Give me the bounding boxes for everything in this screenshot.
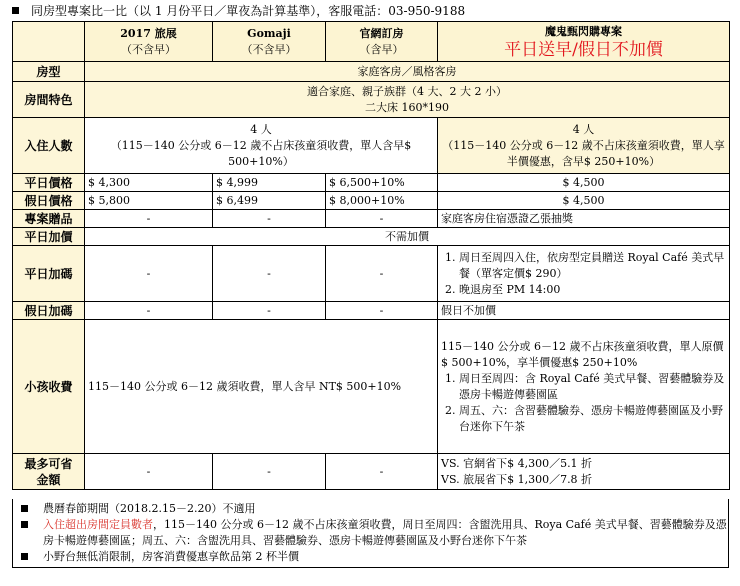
- header-official: [326, 22, 438, 62]
- gift-gomaji: -: [213, 210, 326, 228]
- holiday-price-flash: $ 4,500: [438, 192, 730, 210]
- label-savings-line2: 金額: [36, 472, 61, 487]
- bullet-square-icon: [12, 7, 19, 14]
- holiday-bonus-official: -: [326, 302, 438, 320]
- label-holiday-bonus: 假日加碼: [13, 302, 85, 320]
- occupancy-right-count: 4 人: [572, 122, 595, 136]
- header-gomaji-line2: （不含早）: [241, 42, 297, 56]
- holiday-bonus-flash: 假日不加價: [438, 302, 730, 320]
- header-official-line1: 官網訂房: [359, 26, 404, 40]
- bullet-square-icon: [21, 553, 28, 560]
- weekday-bonus-expo: -: [85, 246, 213, 302]
- note-text: ，115－140 公分或 6－12 歲不占床孩童須收費，周日至周四：含盥洗用具、Roya Café 美式早餐、習藝體驗券及憑房卡暢遊傳藝園區；周五、六：含盥洗用具、習藝體驗券、憑房卡暢遊傳藝園區及小野台迷你下午茶: [43, 518, 727, 547]
- label-room-features: 房間特色: [13, 82, 85, 118]
- savings-vs-expo: VS. 旅展省下$ 1,300／7.8 折: [441, 472, 593, 486]
- row-room-features: [13, 82, 730, 118]
- row-holiday-bonus: [13, 302, 730, 320]
- weekday-price-expo: $ 4,300: [85, 174, 213, 192]
- header-official-line2: （含早）: [359, 42, 404, 56]
- value-room-type: 家庭客房／風格客房: [85, 62, 730, 82]
- label-weekday-bonus: 平日加碼: [13, 246, 85, 302]
- child-fee-list: [441, 371, 726, 435]
- occupancy-right-note: （115－140 公分或 6－12 歲不占床孩童須收費，單人享半價優惠，含早$ 250+10%）: [442, 138, 725, 168]
- child-fee-standard: 115－140 公分或 6－12 歲須收費，單人含早 NT$ 500+10%: [85, 320, 438, 454]
- label-savings-line1: 最多可省: [24, 456, 73, 471]
- weekday-price-gomaji: $ 4,999: [213, 174, 326, 192]
- weekday-bonus-flash: [438, 246, 730, 302]
- child-fee-intro: 115－140 公分或 6－12 歲不占床孩童須收費，單人原價$ 500+10%，享半價優惠$ 250+10%: [441, 339, 724, 369]
- note-text: 小野台無低消限制，房客消費優惠享飲品第 2 杯半價: [43, 550, 299, 563]
- header-blank: [13, 22, 85, 62]
- row-room-type: [13, 62, 730, 82]
- label-room-type: 房型: [13, 62, 85, 82]
- note-item: [13, 517, 728, 549]
- occupancy-left-note: （115－140 公分或 6－12 歲不占床孩童須收費，單人含早$ 500+10%）: [110, 138, 412, 168]
- bullet-square-icon: [21, 521, 28, 528]
- list-item: 2. 晚退房至 PM 14:00: [459, 282, 726, 298]
- notes-section: [12, 499, 729, 568]
- holiday-price-expo: $ 5,800: [85, 192, 213, 210]
- note-highlight: 入住超出房間定員數者: [43, 518, 153, 531]
- label-occupancy: 入住人數: [13, 118, 85, 174]
- value-occupancy-right: [438, 118, 730, 174]
- label-holiday-price: 假日價格: [13, 192, 85, 210]
- note-item: [13, 549, 728, 565]
- header-expo-line2: （不含早）: [121, 42, 176, 56]
- list-item: 2. 周五、六：含習藝體驗券、憑房卡暢遊傳藝園區及小野台迷你下午茶: [459, 403, 726, 435]
- header-expo: [85, 22, 213, 62]
- header-flash-highlight: 平日送早/假日不加價: [504, 39, 663, 60]
- list-item: 1. 周日至周四：含 Royal Café 美式早餐、習藝體驗券及憑房卡暢遊傳藝園區: [459, 371, 726, 403]
- comparison-table: [12, 21, 730, 490]
- room-features-line1: 適合家庭、親子族群（4 大、2 大 2 小）: [307, 84, 507, 98]
- header-expo-line1: 2017 旅展: [120, 26, 177, 40]
- row-weekday-price: [13, 174, 730, 192]
- row-weekday-bonus: [13, 246, 730, 302]
- page-title: [12, 2, 732, 20]
- list-item: 1. 周日至周四入住，依房型定員贈送 Royal Café 美式早餐（單客定價$ 290）: [459, 250, 726, 282]
- note-item: [13, 501, 728, 517]
- bullet-square-icon: [21, 505, 28, 512]
- header-row: [13, 22, 730, 62]
- holiday-bonus-gomaji: -: [213, 302, 326, 320]
- savings-flash: [438, 454, 730, 490]
- label-weekday-price: 平日價格: [13, 174, 85, 192]
- savings-expo: -: [85, 454, 213, 490]
- row-gift: [13, 210, 730, 228]
- row-weekday-addon: [13, 228, 730, 246]
- title-text: 同房型專案比一比（以 1 月份平日／單夜為計算基準），客服電話：03-950-9188: [31, 4, 466, 18]
- weekday-bonus-list: [441, 250, 726, 298]
- value-occupancy-left: [85, 118, 438, 174]
- gift-official: -: [326, 210, 438, 228]
- gift-expo: -: [85, 210, 213, 228]
- row-savings: [13, 454, 730, 490]
- label-weekday-addon: 平日加價: [13, 228, 85, 246]
- header-flash-sale: [438, 22, 730, 62]
- weekday-price-official: $ 6,500+10%: [326, 174, 438, 192]
- label-savings: [13, 454, 85, 490]
- holiday-price-gomaji: $ 6,499: [213, 192, 326, 210]
- value-weekday-addon: 不需加價: [85, 228, 730, 246]
- child-fee-flash: [438, 320, 730, 454]
- room-features-line2: 二大床 160*190: [365, 100, 449, 114]
- savings-official: -: [326, 454, 438, 490]
- gift-flash: 家庭客房住宿憑證乙張抽獎: [438, 210, 730, 228]
- row-occupancy: [13, 118, 730, 174]
- header-gomaji: [213, 22, 326, 62]
- label-child-fee: 小孩收費: [13, 320, 85, 454]
- row-holiday-price: [13, 192, 730, 210]
- header-flash-line1: 魔鬼甄閃購專案: [545, 24, 622, 38]
- row-child-fee: [13, 320, 730, 454]
- weekday-bonus-official: -: [326, 246, 438, 302]
- header-gomaji-line1: Gomaji: [247, 26, 291, 40]
- occupancy-left-count: 4 人: [250, 122, 272, 136]
- holiday-price-official: $ 8,000+10%: [326, 192, 438, 210]
- holiday-bonus-expo: -: [85, 302, 213, 320]
- weekday-price-flash: $ 4,500: [438, 174, 730, 192]
- savings-vs-official: VS. 官網省下$ 4,300／5.1 折: [441, 456, 593, 470]
- savings-gomaji: -: [213, 454, 326, 490]
- label-gift: 專案贈品: [13, 210, 85, 228]
- value-room-features: [85, 82, 730, 118]
- note-text: 農曆春節期間（2018.2.15－2.20）不適用: [43, 502, 256, 515]
- weekday-bonus-gomaji: -: [213, 246, 326, 302]
